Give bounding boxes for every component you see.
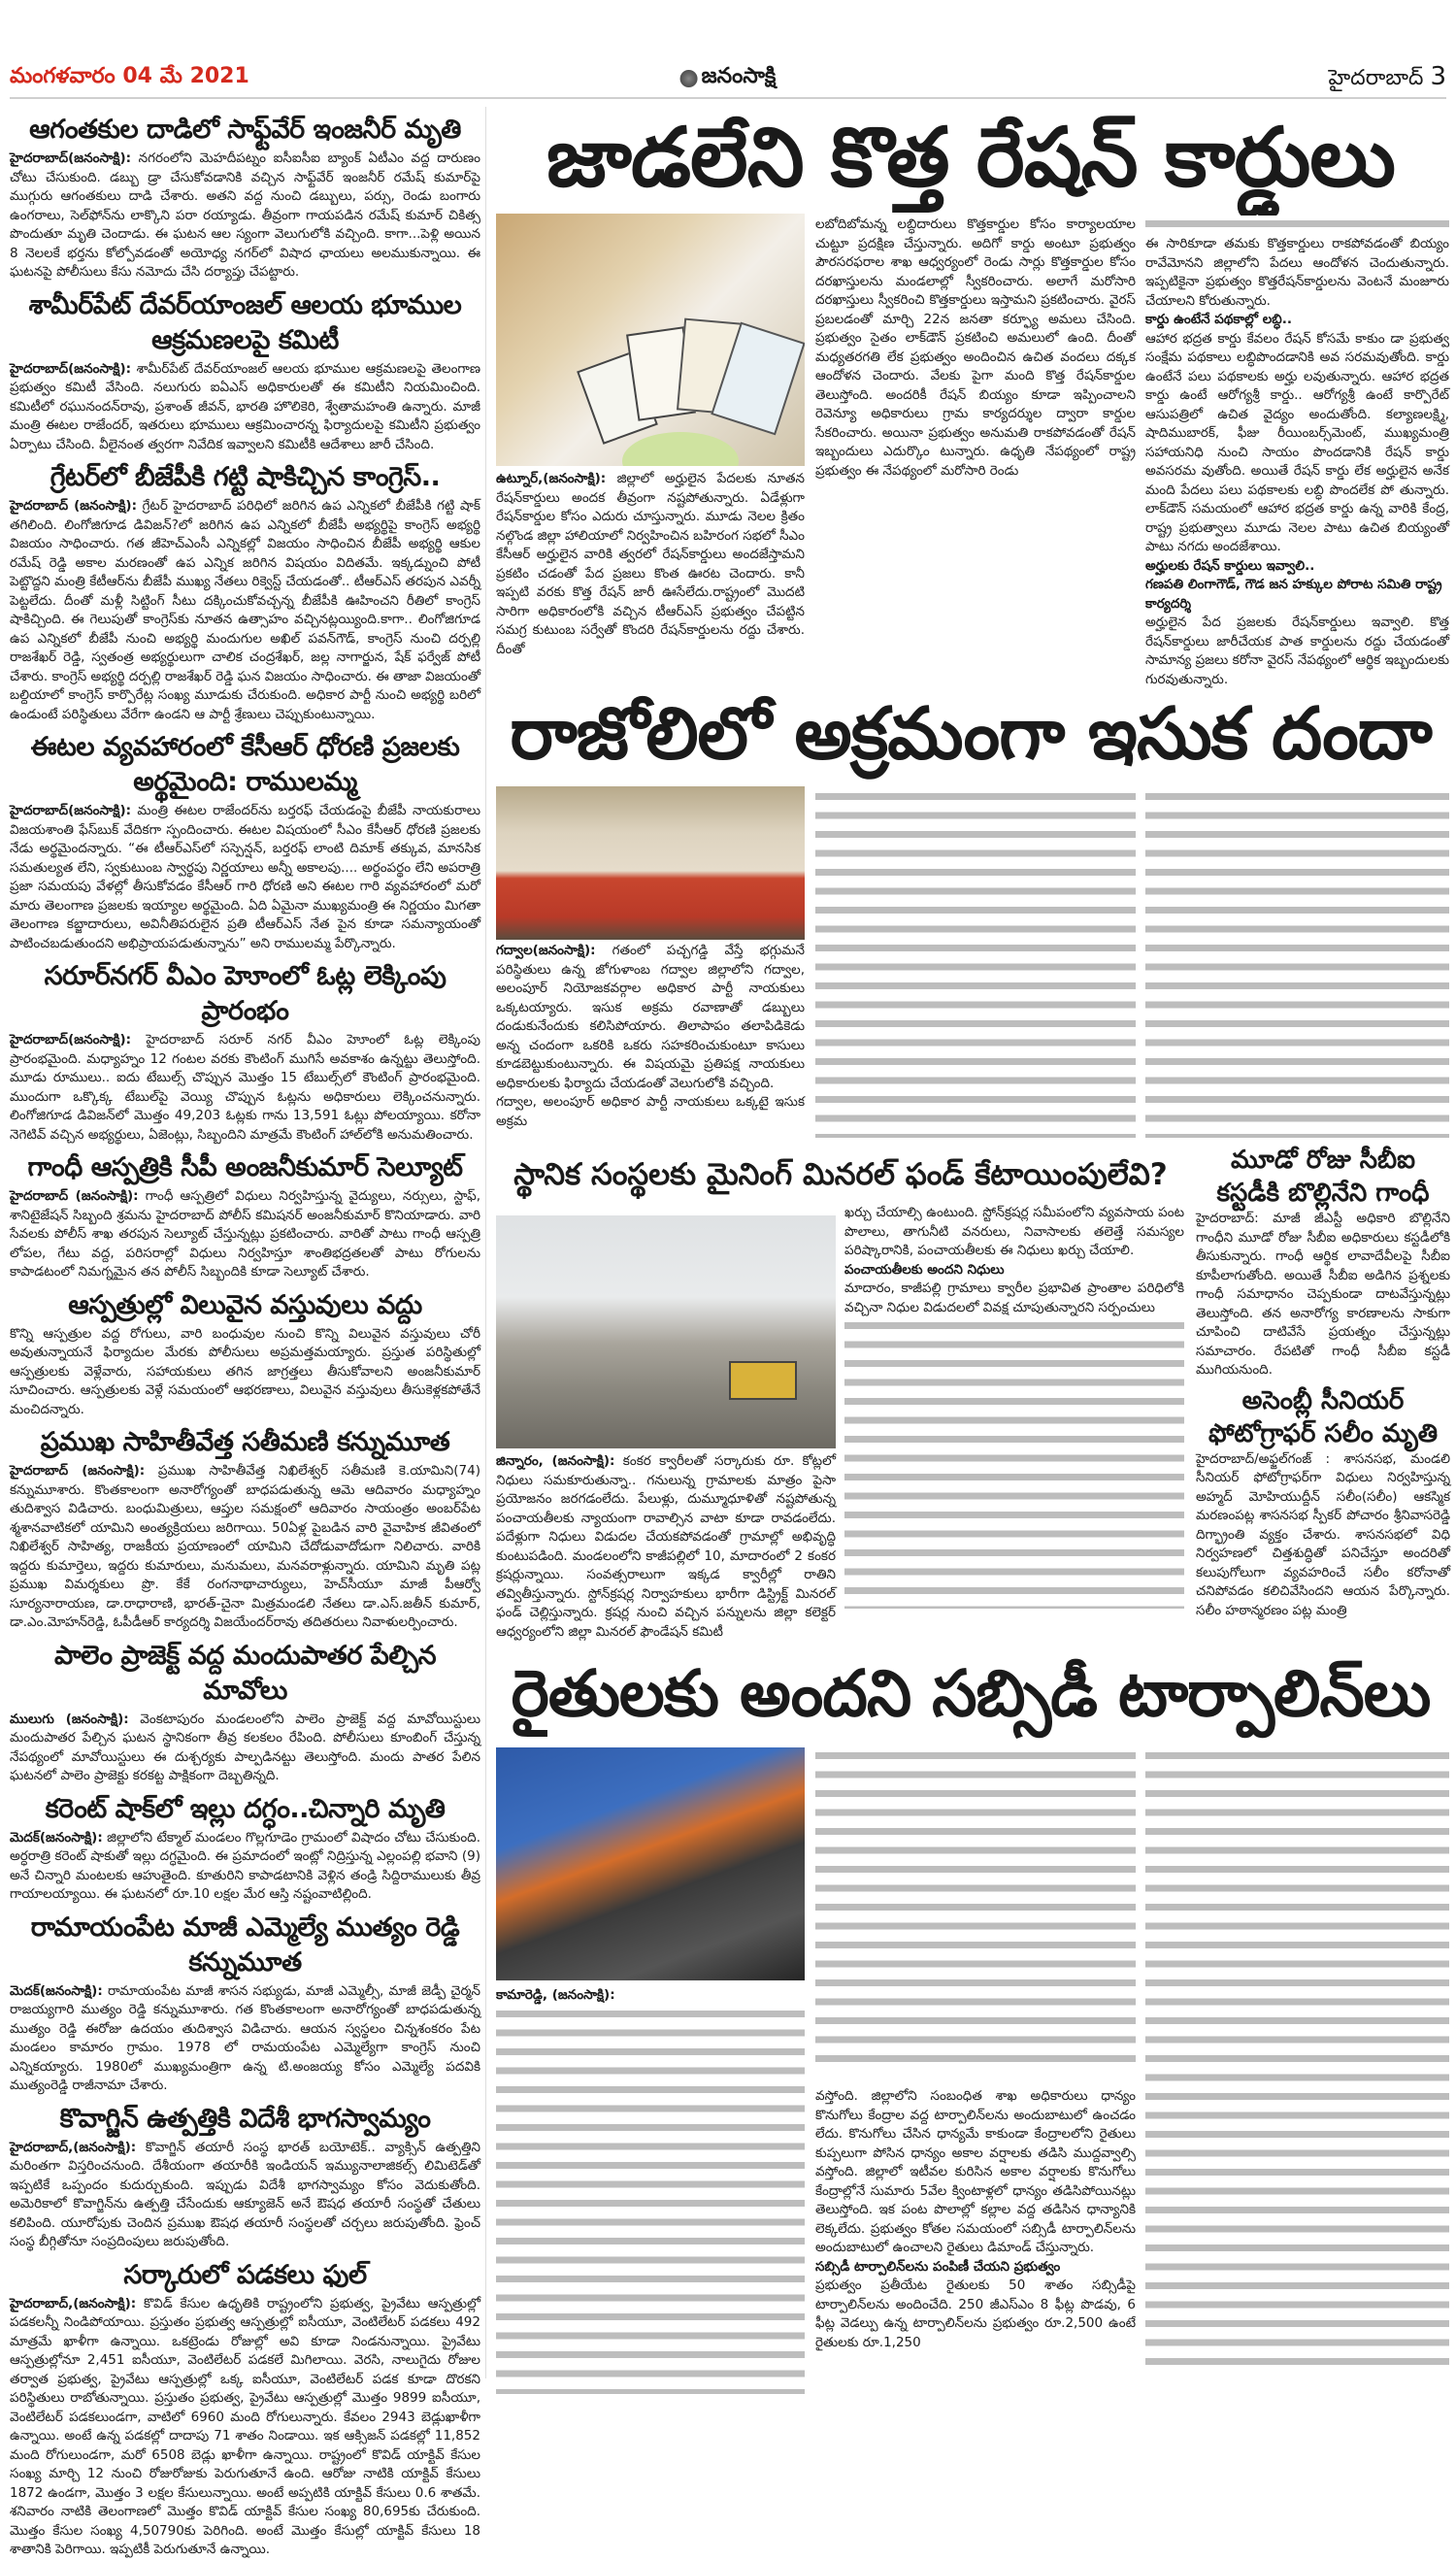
brief-article — [10, 1288, 480, 1420]
brief-text: శామీర్‌పేట్ దేవర్‌యాంజల్ ఆలయ భూముల ఆక్రమణలపై తెలంగాణ ప్రభుత్వం కమిటీ వేసింది. నలుగురు ఐఏఎస్ అధికారులతో ఈ కమిటీని నియమించింది. కమిటీలో రఘునందన్‌రావు, ప్రశాంత్ జీవన్, భారతి హొలికెరి, శ్వేతామహంతి ఉన్నారు. మాజీ మంత్రి ఈటల రాజేందర్, ఇతరులు భూములు ఆక్రమించారన్న ఫిర్యాదులపై కమిటీని ప్రభుత్వం ఏర్పాటు చేసింది. వీలైనంత త్వరగా నివేదిక ఇవ్వాలని కమిటీకి ఆదేశాలు జారీ చేసింది. — [10, 360, 480, 452]
brief-article — [10, 730, 480, 953]
text-placeholder — [496, 2006, 805, 2394]
mining-subhead: పంచాయతీలకు అందని నిధులు — [844, 1261, 1005, 1278]
brief-headline: గ్రేటర్‌లో బీజేపీకి గట్టి షాకిచ్చిన కాంగ్రెస్.. — [50, 462, 441, 492]
brief-text: కొవిడ్ కేసుల ఉధృతికి రాష్ట్రంలోని ప్రభుత్వ, ప్రైవేటు ఆస్పత్రుల్లో పడకలన్నీ నిండిపోయాయి. ప్రస్తుతం ప్రభుత్వ ఆస్పత్రుల్లో ఐసీయూ, వెంటిలేటర్ పడకలు 492 మాత్రమే ఖాళీగా ఉన్నాయి. ఒకట్రెండు రోజుల్లో అవి కూడా నిండనున్నాయి. ప్రైవేటు ఆస్పత్రుల్లోనూ 2,451 ఐసీయూ, వెంటిలేటర్ పడకలే మిగిలాయి. వెరసి, నాలుగైదు రోజుల తర్వాత ప్రభుత్వ, ప్రైవేటు ఆస్పత్రుల్లో ఒక్క ఐసీయూ, వెంటిలేటర్ పడక కూడా దొరకని పరిస్థితులు రాబోతున్నాయి. ప్రస్తుతం ప్రభుత్వ, ప్రైవేటు ఆస్పత్రుల్లో మొత్తం 9899 ఐసీయూ, వెంటిలేటర్ పడకలుండగా, వాటిలో 6960 మంది రోగులున్నారు. కేవలం 2943 బెడ్లుఖాళీగా ఉన్నాయి. అంటే ఉన్న పడకల్లో దాదాపు 71 శాతం నిండాయి. ఇక ఆక్సిజన్ పడకల్లో 11,852 మంది రోగులుండగా, మరో 6508 బెడ్లు ఖాళీగా ఉన్నాయి. రాష్ట్రంలో కొవిడ్ యాక్టివ్ కేసుల సంఖ్య మార్చి 12 నుంచి రోజురోజుకు పెరుగుతూనే ఉంది. ఆరోజు నాటికి యాక్టివ్ కేసులు 1872 ఉండగా, మొత్తం 3 లక్షల కేసులున్నాయి. అంటే అప్పటికి యాక్టివ్ కేసులు 0.6 శాతమే. శనివారం నాటికి తెలంగాణలో మొత్తం కొవిడ్ యాక్టివ్ కేసుల సంఖ్య 80,695కు చేరుకుంది. మొత్తం కేసుల సంఖ్య 4,50790కు పెరిగింది. అంటే మొత్తం కేసుల్లో యాక్టివ్ కేసులు 18 శాతానికి పెరిగాయి. ఇప్పటికీ పెరుగుతూనే ఉన్నాయి. — [10, 2295, 480, 2557]
brief-headline: రామాయంపేట మాజీ ఎమ్మెల్యే ముత్యం రెడ్డి కన్నుమూత — [30, 1912, 460, 1978]
ration-column-3 — [1145, 216, 1449, 689]
brief-headline: ఈటల వ్యవహారంలో కేసీఆర్ ధోరణి ప్రజలకు అర్థమైంది: రాములమ్మ — [30, 732, 460, 797]
mining-caption — [496, 1452, 836, 1642]
tarpaulin-column-3-text — [1145, 1747, 1449, 2369]
mining-caption-text: కంకర క్వారీలతో సర్కారుకు రూ. కోట్లలో నిధులు సమకూరుతున్నా.. గనులున్న గ్రామాలకు మాత్రం పైసా ప్రయోజనం జరగడంలేదు. పేలుళ్లు, దుమ్మూధూళితో నష్టపోతున్న పంచాయతీలకు న్యాయంగా రావాల్సిన వాటా కూడా రావడంలేదు. పదేళ్లుగా నిధులు విడుదల చేయకపోవడంతో గ్రామాల్లో అభివృద్ధి కుంటుపడింది. మండలంలోని కాజీపల్లిలో 10, మాదారంలో 2 కంకర క్రషర్లున్నాయి. సంవత్సరాలుగా ఇక్కడ క్వారీల్లో రాతిని తవ్వితీస్తున్నారు. స్టోన్‌క్రషర్ల నిర్వాహకులు భారీగా డిస్ట్రిక్ట్ మినరల్ ఫండ్ చెల్లిస్తున్నారు. క్రషర్ల నుంచి వచ్చిన పన్నులను జిల్లా కలెక్టర్ ఆధ్వర్యంలోని జిల్లా మినరల్ ఫౌండేషన్ కమిటీ — [496, 1453, 836, 1640]
brief-text: మంత్రి ఈటల రాజేందర్‌ను బర్తరఫ్ చేయడంపై బీజేపీ నాయకురాలు విజయశాంతి ఫేస్‌బుక్ వేదికగా స్పందించారు. ఈటల విషయంలో సీఎం కేసీఆర్ ధోరణి ప్రజలకు నేడు అర్థమైందన్నారు. “ఈ టీఆర్ఎస్‌లో సస్పెన్షన్, బర్తరఫ్ లాంటి దిమాక్ తక్కువ, మానసిక సమతుల్యత లేని, స్వకుటుంబ స్వార్థపు నిర్ణయాలు అన్నీ అకాలపు.... అర్థంపర్థం లేని అపరాత్రి ప్రజా సమయపు వేళల్లో తీసుకోవడం కేసీఆర్ గారి ధోరణి అని ఈటల గారి వ్యవహారంలో మరో మారు తెలంగాణ ప్రజలకు ఇయ్యాల అర్థమైంది. ఏది ఏమైనా ముఖ్యమంత్రి ఈ నిర్ణయం మిగతా తెలంగాణ కబ్జాదారులు, అవినీతిపరులైన ప్రతి టీఆర్ఎస్ నేత పైన కూడా సమన్యాయంతో పాటించబడుతుందని అభిప్రాయపడుతున్నాను” అని రాములమ్మ పేర్కొన్నారు. — [10, 803, 480, 951]
mining-column-2 — [844, 1204, 1184, 1609]
brief-body — [10, 2139, 480, 2252]
brief-body — [10, 1711, 480, 1786]
brief-article — [10, 1150, 480, 1282]
text-placeholder — [844, 1317, 1184, 1609]
brief-body — [10, 497, 480, 724]
brief-headline: సర్కారులో పడకలు ఫుల్ — [123, 2259, 367, 2290]
brief-text: నగరంలోని మెహదీపట్నం ఐసీఐసీఐ బ్యాంక్ ఏటీఎం వద్ద దారుణం చోటు చేసుకుంది. డబ్బు డ్రా చేసుకోవడానికి వచ్చిన సాఫ్ట్‌వేర్ ఇంజనీర్ రమేష్ కుమార్‌పై ముగ్గురు ఆగంతకులు దాడి చేశారు. అతని వద్ద నుంచి డబ్బులు, పర్సు, రెండు బంగారు ఉంగరాలు, సెల్‌ఫోన్‌ను లాక్కొని పరా రయ్యాడు. తీవ్రంగా గాయపడిన రమేష్ కుమార్ చికిత్స పొందుతూ మృతి చెందాడు. ఈ ఘటన ఆల స్యంగా వెలుగులోకి వచ్చింది. కాగా...పెళ్లి అయిన 8 నెలలకే భర్తను కోల్పోవడంతో అయోధ్య నగర్‌లో విషాద ఛాయలు అలముకున్నాయి. ఈ ఘటనపై పోలీసులు కేసు నమోదు చేసి దర్యాప్తు చేపట్టారు. — [10, 150, 480, 280]
ration-caption-text: జిల్లాలో అర్హులైన పేదలకు నూతన రేషన్‌కార్డులు అందక తీవ్రంగా నష్టపోతున్నారు. ఏడేళ్లుగా రేషన్‌కార్డుల కోసం ఎదురు చూస్తున్నారు. మూడు నెలల క్రితం నల్గొండ జిల్లా హాలియాలో నిర్వహించిన బహిరంగ సభలో సీఎం కేసీఆర్ అర్హులైన వారికి త్వరలో రేషన్‌కార్డులు అందజేస్తామని ప్రకటిం చడంతో పేద ప్రజలు కొంత ఊరట చెందారు. కానీ ఇప్పటి వరకు కొత్త రేషన్ జారీ ఊసేలేదు.రాష్ట్రంలో మొదటి సారిగా అధికారంలోకి వచ్చిన టీఆర్ఎస్ ప్రభుత్వం చేపట్టిన సమగ్ర కుటుంబ సర్వేతో కొందరి రేషన్‌కార్డులను రద్దు చేశారు. దీంతో — [496, 471, 805, 657]
ration-subhead-1-body: ఆహార భద్రత కార్డు కేవలం రేషన్ కోసమే కాకుం డా ప్రభుత్వ సంక్షేమ పథకాలు లబ్ధిపొందడానికి అవ సరమవుతోంది. కార్డు ఉంటేనే పలు పథకాలకు అర్హు లవుతున్నారు. ఆహార భద్రత కార్డు ఉంటే ఆరోగ్యశ్రీ కార్డు.. ఆరోగ్యశ్రీ ఉంటే కార్పొరేట్ ఆసుపత్రిలో ఉచిత వైద్యం అందుతోంది. కల్యాణలక్ష్మి, షాదిముబారక్, ఫీజు రీయింబర్స్‌మెంట్, ముఖ్యమంత్రి సహాయనిధి నుంచి సాయం పొందడానికి రేషన్ కార్డు అవసరమ వుతోంది. అయితే రేషన్ కార్డు లేక అర్హులైన అనేక మంది పేదలు పలు పథకాలకు లబ్ధి పొందలేక పో తున్నారు. లాక్‌డౌన్ సమయంలో ఆహార భద్రత కార్డు ఉన్న వారికి కేంద్ర, రాష్ట్ర ప్రభుత్వాలు మూడు నెలల పాటు ఉచిత బియ్యంతో పాటు నగదు అందజేశాయి. — [1145, 330, 1449, 554]
brief-body — [10, 360, 480, 455]
brief-text: హైదరాబాద్ సరూర్ నగర్ వీఎం హెూంలో ఓట్ల లెక్కింపు ప్రారంభమైంది. మధ్యాహ్నం 12 గంటల వరకు కౌంటింగ్ ముగిసే అవకాశం ఉన్నట్టు తెలుస్తోంది. మూడు రూములు.. ఐదు టేబుల్స్ చొప్పున మొత్తం 15 టేబుల్స్‌లో కౌంటింగ్ ప్రారంభమైంది. ముందుగా ఒక్కొక్క టేబుల్‌పై వెయ్యి చొప్పున ఓట్లను అధికారులు లెక్కించనున్నారు. లింగోజిగూడ డివిజన్‌లో మొత్తం 49,203 ఓట్లకు గాను 13,591 ఓట్లు పోలయ్యాయి. కరోనా నెగెటివ్ వచ్చిన అభ్యర్థులు, ఏజెంట్లు, సిబ్బందిని మాత్రమే కౌంటింగ్ హాల్‌లోకి అనుమతించారు. — [10, 1032, 480, 1143]
sand-truck-photo — [496, 786, 805, 940]
photographer-body: శాసనసభ, మండలి సీనియర్ ఫోటోగ్రాఫర్‌గా విధులు నిర్వహిస్తున్న అహ్మద్ మోహియుద్దీన్ సలీం(సలీం) ఆకస్మిక మరణంపట్ల శాసనసభ స్పీకర్ పోచారం శ్రీనివాసరెడ్డి దిగ్భ్రాంతి వ్యక్తం చేశారు. శాసనసభలో విధి నిర్వహణలో చిత్తశుద్ధితో పనిచేస్తూ అందరితో కలుపుగోలుగా వ్యవహరించే సలీం కరోనాతో చనిపోవడం కలిచివేసిందని ఆయన పేర్కొన్నారు. సలీం హఠాన్మరణం పట్ల మంత్రి — [1196, 1450, 1451, 1618]
brief-body — [10, 150, 480, 283]
brief-text: గ్రేటర్ హైదరాబాద్ పరిధిలో జరిగిన ఉప ఎన్నికలో బీజేపీకి గట్టి షాక్ తగిలింది. లింగోజిగూడ డివిజన్?లో జరిగిన ఉప ఎన్నికలో బీజేపీ అభ్యర్థిపై కాంగ్రెస్ అభ్యర్థి విజయం సాధించారు. గత జీహెచ్‌ఎంసీ ఎన్నికల్లో విజయం సాధించిన బీజేపీ అభ్యర్థి ఆకుల రమేష్ రెడ్డి అకాల మరణంతో ఉప ఎన్నిక జరిగిన విషయం విదితమే. ఇక్కడ్నుంచి పోటీ పెట్టొద్దని మంత్రి కేటీఆర్‌ను బీజేపీ ముఖ్య నేతలు రిక్వెస్ట్ చేయడంతో.. టీఆర్ఎస్ తరపున ఎవర్నీ పెట్టలేదు. దీంతో మళ్లీ సిట్టింగ్ సీటు దక్కించుకోవచ్చన్న బీజేపీకి ఊహించని రీతిలో కాంగ్రెస్ షాకిచ్చింది. ఈ గెలుపుతో కాంగ్రెస్‌కు నూతన ఉత్సాహం వచ్చినట్లయ్యింది.కాగా.. లింగోజిగూడ ఉప ఎన్నికలో బీజేపీ నుంచి అభ్యర్థి మందుగుల అఖిల్ పవన్‌గౌడ్, కాంగ్రెస్ నుంచి దర్పల్లి రాజశేఖర్ రెడ్డి, స్వతంత్ర అభ్యర్థులుగా చాలిక చంద్రశేఖర్, జల్ల నాగార్జున, షేక్ ఫర్వేజ్ పోటీ చేశారు. కాంగ్రెస్ అభ్యర్థి దర్పల్లి రాజశేఖర్ రెడ్డి ఘన విజయం సాధించారు. ఈ తాజా విజయంతో బల్దియాలో కాంగ్రెస్ కార్పొరేట్ల సంఖ్య మూడుకు చేరుకుంది. అధికార పార్టీ నుంచి అభ్యర్థి బరిలో ఉండుంటే పరిస్థితులు వేరేగా ఉండని ఆ పార్టీ శ్రేణులు చెప్పుకుంటున్నాయి. — [10, 498, 480, 722]
brief-article — [10, 1425, 480, 1633]
brief-article — [10, 288, 480, 455]
brief-headline: గాంధీ ఆస్పత్రికి సీపీ అంజనీకుమార్ సెల్యూట్ — [27, 1152, 463, 1182]
sand-dateline: గద్వాల(జనంసాక్షి): — [496, 943, 596, 958]
cbi-dateline: హైదరాబాద్: — [1196, 1211, 1259, 1226]
brief-dateline: మెదక్(జనంసాక్షి): — [10, 1829, 103, 1845]
sand-caption-text: గతంలో పచ్చగడ్డి వేస్తే భగ్గుమనే పరిస్థితులు ఉన్న జోగుళాంబ గద్వాల జిల్లాలోని గద్వాల, అలంపూర్ నియోజకవర్గాల అధికార పార్టీ నాయకులు ఒక్కటయ్యారు. ఇసుక అక్రమ రవాణాతో డబ్బులు దండుకునేందుకు కలిసిపోయారు. తిలాపాపం తలాపిడికెడు అన్న చందంగా ఒకరికి ఒకరు సహకరించుకుంటూ కాసులు కూడబెట్టుకుంటున్నారు. ఈ విషయమై ప్రతిపక్ష నాయకులు అధికారులకు ఫిర్యాదు చేయడంతో వెలుగులోకి వచ్చింది. — [496, 943, 806, 1091]
mining-headline: స్థానిక సంస్థలకు మైనింగ్ మినరల్ ఫండ్ కేటాయింపులేవి? — [513, 1157, 1168, 1192]
brief-dateline: హైదరాబాద్ (జనంసాక్షి): — [10, 1188, 139, 1204]
brief-body — [10, 1187, 480, 1282]
tarpaulin-column-2-bottom — [815, 2087, 1136, 2352]
mining-col2-text: ఖర్చు చేయాల్సి ఉంటుంది. స్టోన్‌క్రషర్ల సమీపంలోని వ్యవసాయ పంట పొలాలు, తాగునీటి వనరులు, నివాసాలకు తలెత్తే సమస్యల పరిష్కారానికి, పంచాయతీలకు ఈ నిధులు ఖర్చు చేయాలి. — [844, 1205, 1184, 1258]
brief-text: ప్రముఖ సాహితీవేత్త నిఖిలేశ్వర్ సతీమణి కె.యామిని(74) కన్నుమూశారు. కొంతకాలంగా అనారోగ్యంతో బాధపడుతున్న ఆమె ఆదివారం మధ్యాహ్నం తుదిశ్వాస విడిచారు. బంధుమిత్రులు, ఆప్తుల సమక్షంలో ఆదివారం సాయంత్రం అంబర్‌పేట శ్మశానవాటికలో యామిని అంత్యక్రియలు జరిగాయి. 50ఏళ్ల పైబడిన వారి వైవాహిక జీవితంలో నిఖిలేశ్వర్ సాహిత్య, రాజకీయ ప్రయాణంలో యామిని చేదోడువాదోడుగా నిలిచారు. వారికి ఇద్దరు కుమార్తెలు, ఇద్దరు కుమారులు, మనుమలు, మనవరాళ్లున్నారు. యామిని మృతి పట్ల ప్రముఖ విమర్శకులు ప్రొ. కేకే రంగనాథాచార్యులు, హెచ్‌సీయూ మాజీ పీఆర్వో సూర్యనారాయణ, డా.రాధారాణి, భారత్-చైనా మిత్రమండలి నేతలు డా.ఎస్.జతీన్ కుమార్, డా.ఎం.మోహన్‌రెడ్డి, ఓపీడీఆర్ కార్యదర్శి విజయేందర్‌రావు తదితరులు నివాళులర్పించారు. — [10, 1463, 480, 1630]
brief-headline: సరూర్‌నగర్ వీఎం హెూంలో ఓట్ల లెక్కింపు ప్రారంభం — [44, 961, 447, 1026]
brief-dateline: హైదరాబాద్(జనంసాక్షి): — [10, 803, 132, 818]
brief-headline: ఆగంతకుల దాడిలో సాఫ్ట్‌వేర్ ఇంజనీర్ మృతి — [29, 115, 461, 145]
brief-headline: పాలెం ప్రాజెక్ట్ వద్ద మందుపాతర పేల్చిన మావోలు — [53, 1640, 437, 1706]
brief-article — [10, 1911, 480, 2096]
tarpaulin-subhead-body: ప్రభుత్వం ప్రతీయేట రైతులకు 50 శాతం సబ్సిడీపై టార్పాలిన్‌లను అందించేది. 250 జీఎస్‌ఎం 8 ఫీట్ల పొడవు, 6 ఫీట్ల వెడల్పు ఉన్న టార్పాలిన్‌లను ప్రభుత్వం రూ.2,500 ఉంటే రైతులకు రూ.1,250 — [815, 2277, 1136, 2350]
left-column-briefs — [10, 107, 480, 2560]
cbi-story — [1196, 1144, 1450, 1620]
brief-article — [10, 2102, 480, 2252]
newspaper-logo — [680, 64, 777, 93]
brief-body — [10, 1829, 480, 1905]
brief-text: రామాయంపేట మాజీ శాసన సభ్యుడు, మాజీ ఎమ్మెల్సీ, మాజీ జెడ్పీ చైర్మన్ రాజయ్యగారి ముత్యం రెడ్డి కన్నుమూశారు. గత కొంతకాలంగా అనారోగ్యంతో బాధపడుతున్న ముత్యం రెడ్డి ఈరోజు ఉదయం తుదిశ్వాస విడిచారు. ఆయన స్వస్థలం చిన్నశంకరం పేట మండలం కామారం గ్రామం. 1978 లో రామయంపేట ఎమ్మెల్యేగా కాంగ్రెస్ నుంచి ఎన్నికయ్యారు. 1980లో ముఖ్యమంత్రిగా ఉన్న టి.అంజయ్య కోసం ఎమ్మెల్యే పదవికి ముత్యంరెడ్డి రాజీనామా చేశారు. — [10, 1982, 480, 2093]
cbi-headline: మూడో రోజు సీబీఐ కస్టడీకి బొల్లినేని గాంధీ — [1216, 1146, 1430, 1208]
mining-subhead-body: మాదారం, కాజీపల్లి గ్రామాలు క్వారీల ప్రభావిత ప్రాంతాల పరిధిలోకి వచ్చినా నిధుల విడుదలలో వివక్ష చూపుతున్నారని సర్పంచులు — [844, 1280, 1184, 1315]
brief-dateline: హైదరాబాద్,(జనంసాక్షి): — [10, 2295, 137, 2311]
brief-body — [10, 1325, 480, 1420]
brief-article — [10, 959, 480, 1145]
brief-body — [10, 1462, 480, 1633]
brief-dateline: హైదరాబాద్,(జనంసాక్షి): — [10, 2139, 137, 2155]
brief-article — [10, 2258, 480, 2560]
brief-text: కొవాగ్జిన్ తయారీ సంస్థ భారత్ బయోటెక్.. వ్యాక్సిన్ ఉత్పత్తిని మరింతగా విస్తరించనుంది. దేశీయంగా తయారీకి ఇండియన్ ఇమ్యునాలాజికల్స్ లిమిటెడ్‌తో ఇప్పటికే ఒప్పందం కుదుర్చుకుంది. ఇప్పుడు విదేశీ భాగస్వామ్యం కోసం వెదుకుతోంది. అమెరికాలో కొవాగ్జిన్‌ను ఉత్పత్తి చేసేందుకు ఆక్యూజెన్ అనే ఔషధ తయారీ సంస్థతో చేతులు కలిపింది. యూరోపుకు చెందిన ప్రముఖ ఔషధ తయారీ సంస్థలతో చర్చలు జరుపుతోంది. ఫ్రెంచ్ సంస్థ బీగ్గితోనూ సంప్రదింపులు జరుపుతోంది. — [10, 2139, 480, 2249]
brief-dateline: ములుగు (జనంసాక్షి): — [10, 1711, 129, 1727]
brief-headline: ఆస్పత్రుల్లో విలువైన వస్తువులు వద్దు — [68, 1289, 422, 1320]
brief-headline: కొవాగ్జిన్ ఉత్పత్తికి విదేశీ భాగస్వామ్యం — [59, 2103, 431, 2134]
ration-subhead-3: గణపతి లింగాగౌడ్, గౌడ జన హక్కుల పోరాట సమితి రాష్ట్ర కార్యదర్శి — [1145, 577, 1442, 612]
brief-text: గాంధీ ఆస్పత్రిలో విధులు నిర్వహిస్తున్న వైద్యులు, నర్సులు, స్టాఫ్, శానిటైజేషన్ సిబ్బంది శ్రమను హైదరాబాద్ పోలీస్ కమిషనర్ అంజనీకుమార్ కొనియాడారు. వారి సేవలకు పోలీస్ శాఖ తరపున సెల్యూట్ చేస్తున్నట్లు ప్రకటించారు. వారితో పాటు గాంధీ ఆస్పత్రి లోపల, గేటు వద్ద, పరిసరాల్లో విధులు నిర్వహిస్తూ శాంతిభద్రతలతో పాటు రోగులను కాపాడటంలో నిమగ్నమైన తన పోలీస్ సిబ్బందికి కూడా సెల్యూట్ చేశారు. — [10, 1188, 480, 1280]
masthead — [10, 60, 1446, 99]
brief-body — [10, 1982, 480, 2096]
brief-text: వెంకటాపురం మండలంలోని పాలెం ప్రాజెక్ట్ వద్ద మావోయిస్టులు మందుపాతర పేల్చిన ఘటన స్థానికంగా తీవ్ర కలకలం రేపింది. పోలీసులు కూంబింగ్ చేస్తున్న నేపథ్యంలో మావోయిస్టులు ఈ దుశ్చర్యకు పాల్పడినట్టు తెలుస్తోంది. మందు పాతర పేలిన ఘటనలో పాలెం ప్రాజెక్టు కరకట్ట పాక్షికంగా దెబ్బతిన్నది. — [10, 1711, 480, 1783]
ration-card-photo — [496, 214, 805, 466]
brief-dateline: హైదరాబాద్ (జనంసాక్షి): — [10, 1463, 146, 1479]
brief-article — [10, 460, 480, 724]
logo-text: జనంసాక్షి — [701, 64, 777, 88]
brief-dateline: హైదరాబాద్(జనంసాక్షి): — [10, 1032, 132, 1047]
sand-caption — [496, 942, 805, 1131]
sand-headline: రాజోలిలో అక్రమంగా ఇసుక దందా — [510, 692, 1432, 776]
issue-date: మంగళవారం 04 మే 2021 — [10, 64, 249, 88]
tarpaulin-subhead: సబ్సిడీ టార్పాలిన్‌లను పంపిణీ చేయని ప్రభుత్వం — [815, 2258, 1061, 2275]
brief-article — [10, 1639, 480, 1786]
stone-crusher-photo — [496, 1215, 836, 1448]
brief-body — [10, 1031, 480, 1145]
tarpaulin-photo — [496, 1747, 805, 1980]
photographer-dateline: హైదరాబాద్/అఫ్జల్‌గంజ్ : — [1196, 1450, 1331, 1467]
ration-col3-text: ఈ సారికూడా తమకు కొత్తకార్డులు రాకపోవడంతో బియ్యం రావేమోనని జిల్లాలోని పేదలు ఆందోళన చెందుతున్నారు. ఇప్పటికైనా ప్రభుత్వం కొత్తరేషన్‌కార్డులను వెంటనే మంజూరు చేయాలని కోరుతున్నారు. — [1145, 236, 1449, 309]
sand-column-2-text — [815, 788, 1136, 1138]
brief-headline: శామీర్‌పేట్ దేవర్‌యాంజల్ ఆలయ భూముల ఆక్రమణలపై కమిటీ — [28, 289, 462, 355]
tarpaulin-body: వస్తోంది. జిల్లాలోని సంబంధిత శాఖ అధికారులు ధాన్యం కొనుగోలు కేంద్రాల వద్ద టార్పాలిన్‌లను అందుబాటులో ఉంచడం లేదు. కొనుగోలు చేసిన ధాన్యమే కాకుండా కేంద్రాలలోని రైతులు కుప్పలుగా పోసిన ధాన్యం అకాల వర్షాలకు తడిసి ముద్దవ్వాల్సి వస్తోంది. జిల్లాలో ఇటీవల కురిసిన అకాల వర్షాలకు కొనుగోలు కేంద్రాల్లోనే సుమారు 5వేల క్వింటాళ్లలో ధాన్యం తడిసిపోయినట్లు తెలుస్తోంది. ఇక పంట పొలాల్లో కల్లాల వద్ద తడిసిన ధాన్యానికి లెక్కలేదు. ప్రభుత్వం కోతల సమయంలో సబ్సిడీ టార్పాలిన్‌లను అందుబాటులో ఉంచాలని రైతులు డిమాండ్ చేస్తున్నారు. — [815, 2088, 1136, 2255]
sand-column-3-text — [1145, 788, 1449, 1138]
ration-subhead-2: అర్హులకు రేషన్ కార్డులు ఇవ్వాలి.. — [1145, 557, 1315, 574]
brief-dateline: హైదరాబాద్(జనంసాక్షి): — [10, 360, 132, 377]
tarpaulin-dateline: కామారెడ్డి, (జనంసాక్షి): — [496, 1987, 615, 2003]
tarpaulin-column-2 — [815, 1747, 1136, 2068]
cbi-body: మాజీ జీఎస్టీ అధికారి బొల్లినేని గాంధీని మూడో రోజు సీబీఐ అధికారులు కస్టడీలోకి తీసుకున్నారు. గాంధీ ఆర్థిక లావాదేవీలపై సీబీఐ కూపీలాగుతోంది. అయితే సీబీఐ అడిగిన ప్రశ్నలకు గాంధీ సమాధానం చెప్పకుండా దాటవేస్తున్నట్లు తెలుస్తోంది. తన అనారోగ్య కారణాలను సాకుగా చూపించి దాటివేసే ప్రయత్నం చేస్తున్నట్లు సమాచారం. రేపటితో గాంధీ సీబీఐ కస్టడీ ముగియనుంది. — [1196, 1211, 1450, 1378]
brief-dateline: హైదరాబాద్(జనంసాక్షి): — [10, 150, 132, 166]
edition-name: హైదరాబాద్ — [1328, 66, 1424, 90]
tarpaulin-headline: రైతులకు అందని సబ్సిడీ టార్పాలిన్‌లు — [511, 1656, 1431, 1731]
ration-subhead-1: కార్డు ఉంటేనే పథకాల్లో లబ్ధి.. — [1145, 312, 1292, 327]
tarpaulin-caption — [496, 1984, 805, 2394]
brief-dateline: హైదరాబాద్ (జనంసాక్షి): — [10, 498, 137, 514]
logo-emblem-icon — [680, 70, 698, 87]
sand-caption-text-2: గద్వాల, అలంపూర్ అధికార పార్టీ నాయకులు ఒక్కటై ఇసుక అక్రమ — [496, 1094, 805, 1129]
ration-subhead-3-body: అర్హులైన పేద ప్రజలకు రేషన్‌కార్డులు ఇవ్వాలి. కొత్త రేషన్‌కార్డులు జారీచేయక పాత కార్డులను రద్దు చేయడంతో సామాన్య ప్రజలు కరోనా వైరస్ నేపథ్యంలో ఆర్థిక ఇబ్బందులకు గురవుతున్నారు. — [1145, 615, 1449, 687]
brief-text: జిల్లాలోని టేక్మాల్ మండలం గొల్లగూడెం గ్రామంలో విషాదం చోటు చేసుకుంది. అర్ధరాత్రి కరెంట్ షాకుతో ఇల్లు దగ్ధమైంది. ఈ ప్రమాదంలో ఇంట్లో నిద్రిస్తున్న ఎల్లంపల్లి భవాని (9) అనే చిన్నారి మంటలకు ఆహుతైంది. కూతురిని కాపాడటానికి వెళ్లిన తండ్రి సిద్దిరాములుకు తీవ్ర గాయాలయ్యాయి. ఈ ఘటనలో రూ.10 లక్షల మేర ఆస్తి నష్టంవాటిల్లింది. — [10, 1829, 481, 1902]
mining-dateline: జిన్నారం, (జనంసాక్షి): — [496, 1453, 615, 1469]
brief-dateline: మెదక్(జనంసాక్షి): — [10, 1982, 103, 1999]
ration-column-2: లబోదిబోమన్న లబ్ధిదారులు కొత్తకార్డుల కోసం కార్యాలయాల చుట్టూ ప్రదక్షిణ చేస్తున్నారు. అదిగో కార్డు అంటూ ప్రభుత్వం పౌరసరఫరాల శాఖ ఆధ్వర్యంలో రెండు సార్లు కొత్తకార్డుల కోసం దరఖాస్తులను మండలాల్లో స్వీకరించారు. అలాగే మరోసారి దరఖాస్తులు స్వీకరించి కొత్తకార్డులు ఇస్తామని ప్రకటించారు. వైరస్ ప్రబలడంతో మార్చి 22న జనతా కర్ఫ్యూ అమలు చేసింది. ప్రభుత్వం సైతం లాక్‌డౌన్ ప్రకటించి అమలులో ఉంది. దీంతో మధ్యతరగతి లేక ప్రభుత్వం అందించిన ఉచిత వందలు దక్కక ఆందోళన చెందారు. వేలకు పైగా మంది కొత్త రేషన్‌కార్డుల తెలుస్తోంది. అందరికీ రేషన్ బియ్యం కూడా ఇప్పించాలని రెవెన్యూ అధికారులు గ్రామ కార్యదర్శుల ద్వారా కార్డుల సేకరించారు. అయినా ప్రభుత్వం అనుమతి రాకపోవడంతో రేషన్ ఇబ్బందులు ఎదుర్కొం టున్నారు. ఉధృతి నేపథ్యంలో రాష్ట్ర ప్రభుత్వం ఈ నేపథ్యంలో మరోసారి రెండు — [815, 216, 1136, 479]
ration-headline: జాడలేని కొత్త రేషన్ కార్డులు — [546, 110, 1395, 205]
brief-text: కొన్ని ఆస్పత్రుల వద్ద రోగులు, వారి బంధువుల నుంచి కొన్ని విలువైన వస్తువులు చోరీ అవుతున్నాయనే ఫిర్యాదుల మేరకు పోలీసులు అప్రమత్తమయ్యారు. ప్రస్తుత పరిస్థితుల్లో ఆస్పత్రులకు వెళ్లేవారు, సహాయకులు తగిన జాగ్రత్తలు తీసుకోవాలని అంజనీకుమార్ సూచించారు. ఆస్పత్రులకు వెళ్లే సమయంలో ఆభరణాలు, విలువైన వస్తువులు తీసుకెళ్లకపోతేనే మంచిదన్నారు. — [10, 1325, 480, 1417]
ration-dateline: ఉట్నూర్,(జనంసాక్షి): — [496, 471, 607, 486]
brief-body — [10, 2295, 480, 2560]
ration-caption — [496, 470, 805, 659]
text-placeholder — [1145, 216, 1449, 235]
page-number: 3 — [1430, 62, 1446, 91]
brief-article — [10, 113, 480, 283]
brief-article — [10, 1792, 480, 1905]
brief-headline: కరెంట్ షాక్‌లో ఇల్లు దగ్ధం..చిన్నారి మృతి — [45, 1793, 446, 1824]
photographer-headline: అసెంబ్లీ సీనియర్ ఫోటోగ్రాఫర్ సలీం మృతి — [1208, 1385, 1439, 1448]
column-divider — [485, 107, 486, 2378]
text-placeholder — [815, 1747, 1136, 2068]
brief-headline: ప్రముఖ సాహితీవేత్త సతీమణి కన్నుమూత — [40, 1427, 450, 1457]
edition-page — [1328, 62, 1446, 95]
brief-body — [10, 802, 480, 953]
